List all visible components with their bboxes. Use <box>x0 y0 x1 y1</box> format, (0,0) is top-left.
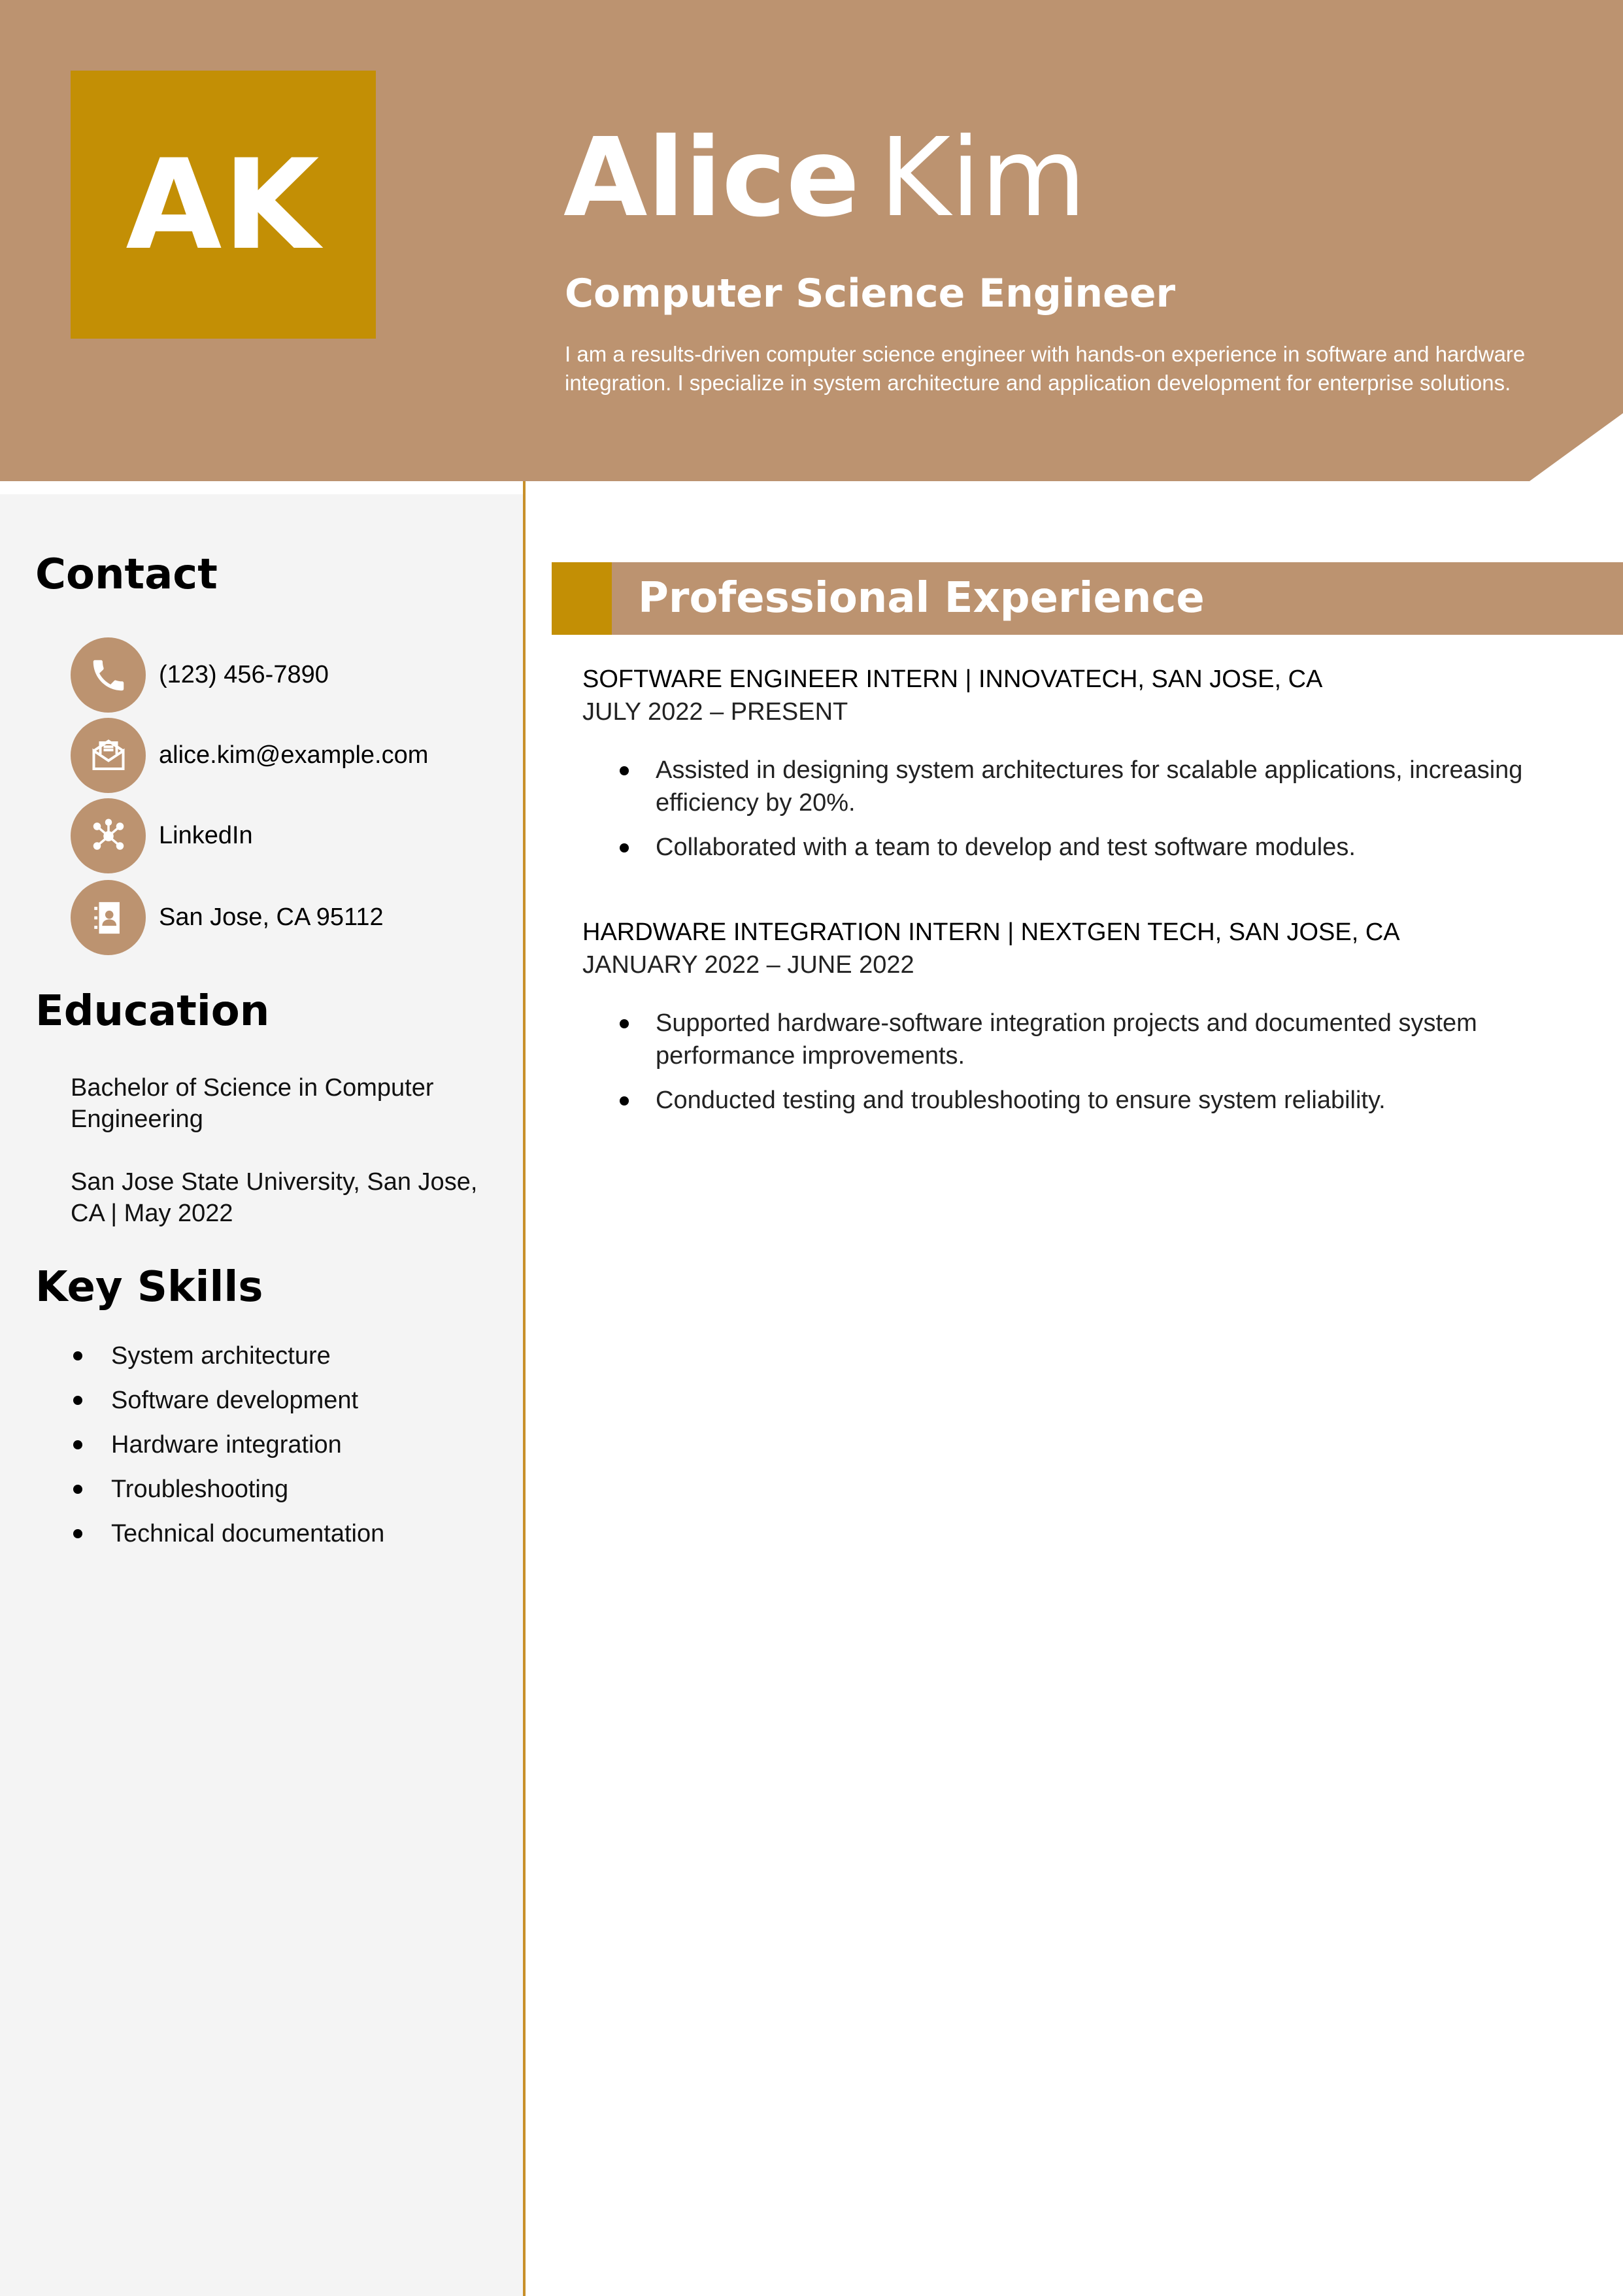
header-banner <box>0 0 1623 481</box>
candidate-name <box>563 115 1086 241</box>
contact-phone[interactable] <box>71 637 329 713</box>
header-corner-cut <box>1530 413 1623 481</box>
job-bullets <box>620 1007 1574 1128</box>
skills-heading: Key Skills <box>35 1263 263 1311</box>
job-title-line: SOFTWARE ENGINEER INTERN | INNOVATECH, SAN JOSE, CA <box>582 666 1323 693</box>
first-name: Alice <box>563 115 860 241</box>
experience-banner <box>552 562 1623 635</box>
monogram-badge <box>71 71 376 339</box>
education-degree: Bachelor of Science in Computer Engineering <box>71 1074 434 1133</box>
contact-address[interactable] <box>71 880 384 955</box>
email-address: alice.kim@example.com <box>159 741 429 769</box>
mailing-address: San Jose, CA 95112 <box>159 903 384 931</box>
phone-number: (123) 456-7890 <box>159 661 329 688</box>
contact-linkedin[interactable] <box>71 798 253 873</box>
job-bullet: Assisted in designing system architectures for scalable applications, increasing efficiency by 20%. <box>620 754 1574 819</box>
monogram-initials: AK <box>125 132 321 277</box>
experience-banner-accent <box>552 562 612 635</box>
job-title: Computer Science Engineer <box>565 271 1176 316</box>
skill-item: System architecture <box>71 1334 384 1378</box>
network-icon <box>71 798 146 873</box>
experience-heading: Professional Experience <box>638 574 1205 622</box>
contact-heading: Contact <box>35 550 218 599</box>
job-dates: JULY 2022 – PRESENT <box>582 698 848 726</box>
job-bullet: Conducted testing and troubleshooting to ensure system reliability. <box>620 1084 1574 1117</box>
job-title-line: HARDWARE INTEGRATION INTERN | NEXTGEN TECH, SAN JOSE, CA <box>582 919 1400 946</box>
job-bullet: Supported hardware-software integration projects and documented system performance improvements. <box>620 1007 1574 1072</box>
skill-item: Software development <box>71 1378 384 1423</box>
profile-summary: I am a results-driven computer science engineer with hands-on experience in software and hardware integration. I specialize in system architecture and application development for enterprise solutions. <box>565 342 1526 395</box>
education-heading: Education <box>35 987 270 1036</box>
linkedin-link: LinkedIn <box>159 822 253 849</box>
skill-item: Technical documentation <box>71 1511 384 1556</box>
job-bullets <box>620 754 1574 875</box>
phone-icon <box>71 637 146 713</box>
last-name: Kim <box>879 115 1086 241</box>
skills-list <box>71 1334 384 1556</box>
job-dates: JANUARY 2022 – JUNE 2022 <box>582 951 914 979</box>
skill-item: Troubleshooting <box>71 1467 384 1511</box>
address-book-icon <box>71 880 146 955</box>
skill-item: Hardware integration <box>71 1423 384 1467</box>
contact-email[interactable] <box>71 718 428 793</box>
job-bullet: Collaborated with a team to develop and test software modules. <box>620 831 1574 864</box>
envelope-icon <box>71 718 146 793</box>
column-divider <box>523 481 526 2296</box>
education-school: San Jose State University, San Jose, CA | May 2022 <box>71 1168 478 1227</box>
